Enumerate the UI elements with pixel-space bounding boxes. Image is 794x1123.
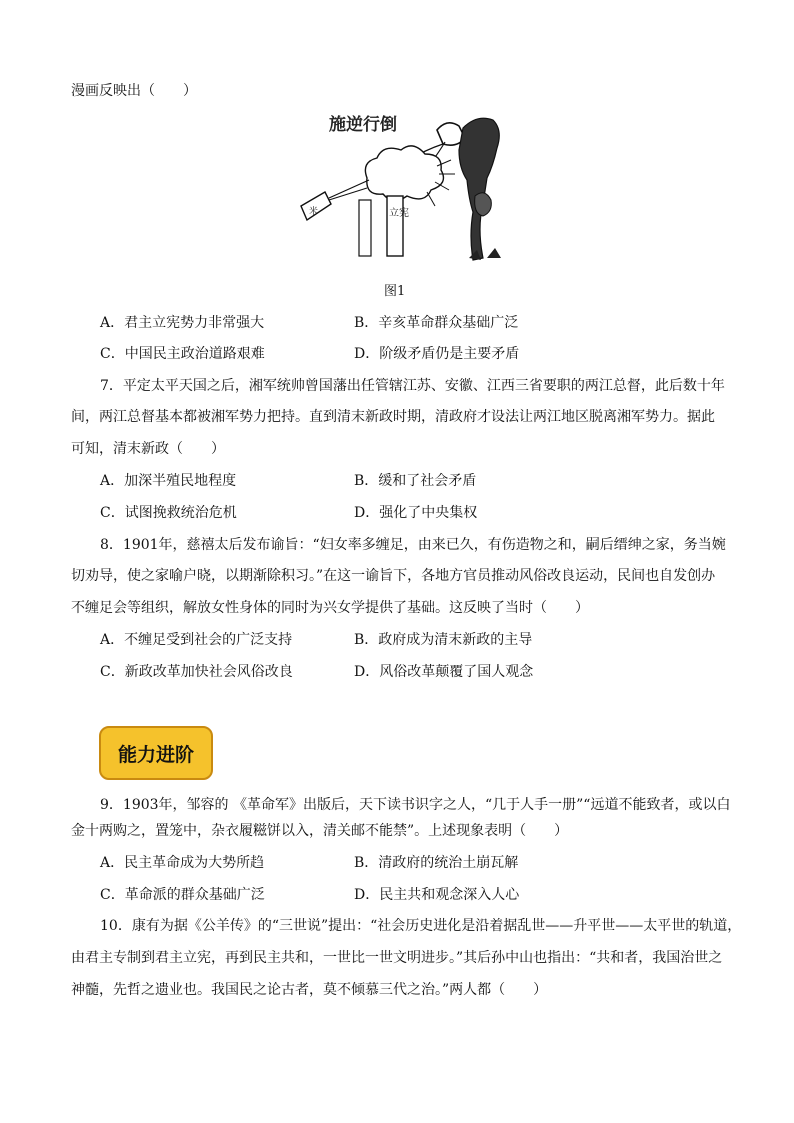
q10-stem-line-1: 10．康有为据《公羊传》的“三世说”提出：“社会历史进化是沿着据乱世——升平世——太平世的轨道，	[100, 918, 742, 934]
q10-stem-line-3: 神髓，先哲之遗业也。我国民之论古者，莫不倾慕三代之治。”两人都（ ）	[71, 982, 548, 998]
q6-option-c: C．中国民主政治道路艰难	[100, 346, 265, 362]
q10-stem-line-2: 由君主专制到君主立宪，再到民主共和，一世比一世文明进步。”其后孙中山也指出：“共和者，我国治世之	[71, 950, 723, 966]
figure-caption: 图1	[384, 284, 406, 299]
cartoon-illustration	[297, 108, 517, 270]
q8-option-b: B．政府成为清末新政的主导	[354, 632, 533, 648]
q8-stem-line-2: 切劝导，使之家喻户晓，以期渐除积习。”在这一谕旨下，各地方官员推动风俗改良运动，民间也自发创办	[71, 568, 716, 584]
q6-option-d: D．阶级矛盾仍是主要矛盾	[354, 346, 520, 362]
q6-option-b: B．辛亥革命群众基础广泛	[354, 315, 519, 331]
q8-option-c: C．新政改革加快社会风俗改良	[100, 664, 293, 680]
q8-option-a: A．不缠足受到社会的广泛支持	[100, 632, 293, 648]
q7-option-c: C．试图挽救统治危机	[100, 505, 237, 521]
q8-stem-line-3: 不缠足会等组织，解放女性身体的同时为兴女学提供了基础。这反映了当时（ ）	[71, 600, 589, 616]
q8-option-d: D．风俗改革颠覆了国人观念	[354, 664, 534, 680]
post-label: 立宪	[389, 208, 409, 219]
q9-stem-line-1: 9．1903年，邹容的 《革命军》出版后，天下读书识字之人，“几于人手一册”“远道不能致者，或以白	[100, 797, 731, 813]
q7-option-d: D．强化了中央集权	[354, 505, 478, 521]
cartoon-caption-text: 施逆行倒	[329, 115, 397, 135]
q9-option-b: B．清政府的统治土崩瓦解	[354, 855, 519, 871]
q7-stem-line-2: 间，两江总督基本都被湘军势力把持。直到清末新政时期，清政府才设法让两江地区脱离湘军势力。据此	[71, 409, 715, 425]
section-badge: 能力进阶	[99, 726, 213, 780]
can-label: 米	[309, 207, 319, 217]
q9-option-d: D．民主共和观念深入人心	[354, 887, 520, 903]
q7-option-a: A．加深半殖民地程度	[100, 473, 237, 489]
q8-stem-line-1: 8．1901年，慈禧太后发布谕旨：“妇女率多缠足，由来已久，有伤造物之和，嗣后缙绅之家，务当婉	[100, 537, 726, 553]
question-6-stem: 漫画反映出（ ）	[71, 83, 197, 99]
q9-stem-line-2: 金十两购之，置笼中，杂衣履糍饼以入，清关邮不能禁”。上述现象表明（ ）	[71, 823, 569, 839]
q7-stem-line-3: 可知，清末新政（ ）	[71, 441, 225, 457]
q9-option-c: C．革命派的群众基础广泛	[100, 887, 265, 903]
q9-option-a: A．民主革命成为大势所趋	[100, 855, 265, 871]
q7-stem-line-1: 7．平定太平天国之后，湘军统帅曾国藩出任管辖江苏、安徽、江西三省要职的两江总督，此后数十年	[100, 378, 725, 394]
cartoon-figure	[297, 108, 517, 270]
q6-option-a: A．君主立宪势力非常强大	[100, 315, 265, 331]
q7-option-b: B．缓和了社会矛盾	[354, 473, 477, 489]
